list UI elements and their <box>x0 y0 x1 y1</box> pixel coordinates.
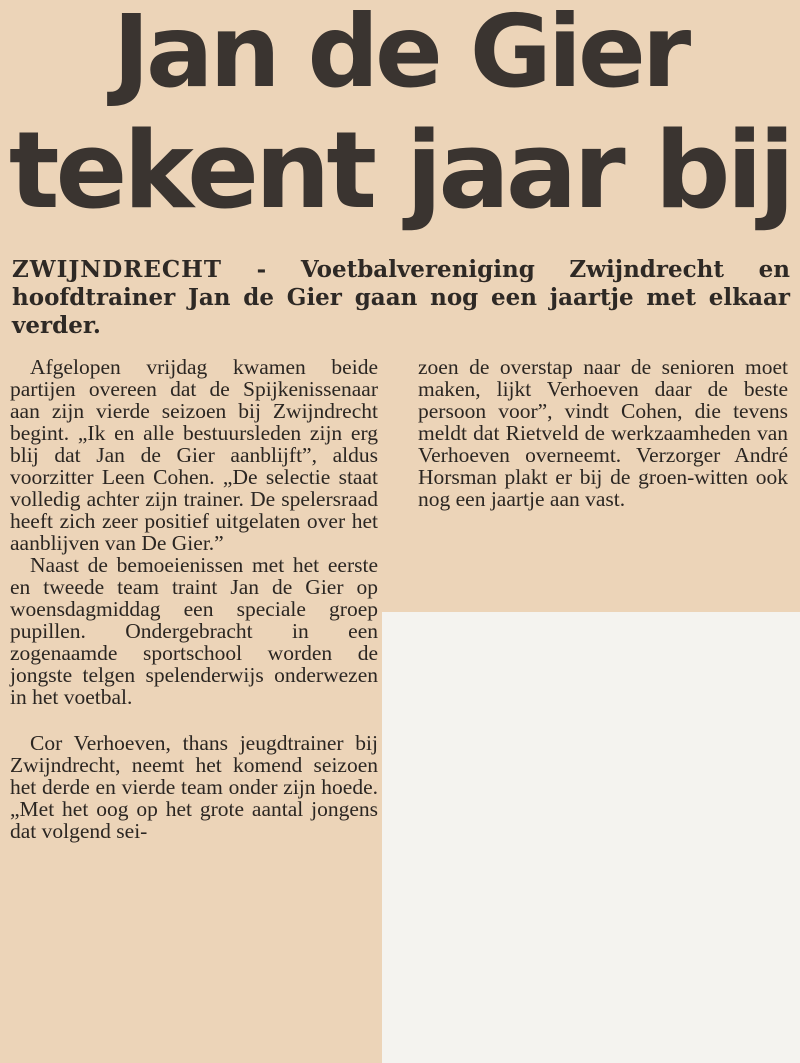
article-column-2 <box>418 356 788 510</box>
column2-paragraph-1: zoen de overstap naar de senioren moet maken, lijkt Verhoeven daar de beste persoon voor”, vindt Cohen, die tevens meldt dat Rietveld de werkzaamheden van Verhoeven overneemt. Verzorger André Horsman plakt er bij de groen-witten ook nog een jaartje aan vast. <box>418 355 788 511</box>
column1-paragraph-2: Naast de bemoeienissen met het eerste en tweede team traint Jan de Gier op woensdagmiddag een speciale groep pupillen. Ondergebracht in een zogenaamde sportschool worden de jongste telgen spelenderwijs onderwezen in het voetbal. <box>10 553 378 709</box>
dateline: ZWIJNDRECHT <box>12 256 223 283</box>
headline-line-2: tekent jaar bij <box>8 109 792 232</box>
column1-paragraph-1: Afgelopen vrijdag kwamen beide partijen overeen dat de Spijkenissenaar aan zijn vierde seizoen bij Zwijndrecht begint. „Ik en alle bestuursleden zijn erg blij dat Jan de Gier aanblijft”, aldus voorzitter Leen Cohen. „De selectie staat volledig achter zijn trainer. De spelersraad heeft zich zeer positief uitgelaten over het aanblijven van De Gier.” <box>10 355 378 555</box>
column1-paragraph-3: Cor Verhoeven, thans jeugdtrainer bij Zwijndrecht, neemt het komend seizoen het derde en vierde team onder zijn hoede. „Met het oog op het grote aantal jongens dat volgend sei- <box>10 731 378 843</box>
blank-background <box>382 612 800 1063</box>
lead-paragraph <box>12 256 790 340</box>
lead-text: - Voetbalvereniging Zwijndrecht en hoofdtrainer Jan de Gier gaan nog een jaartje met elkaar verder. <box>12 256 790 339</box>
article-column-1 <box>10 356 378 842</box>
headline-line-1: Jan de Gier <box>112 0 688 110</box>
